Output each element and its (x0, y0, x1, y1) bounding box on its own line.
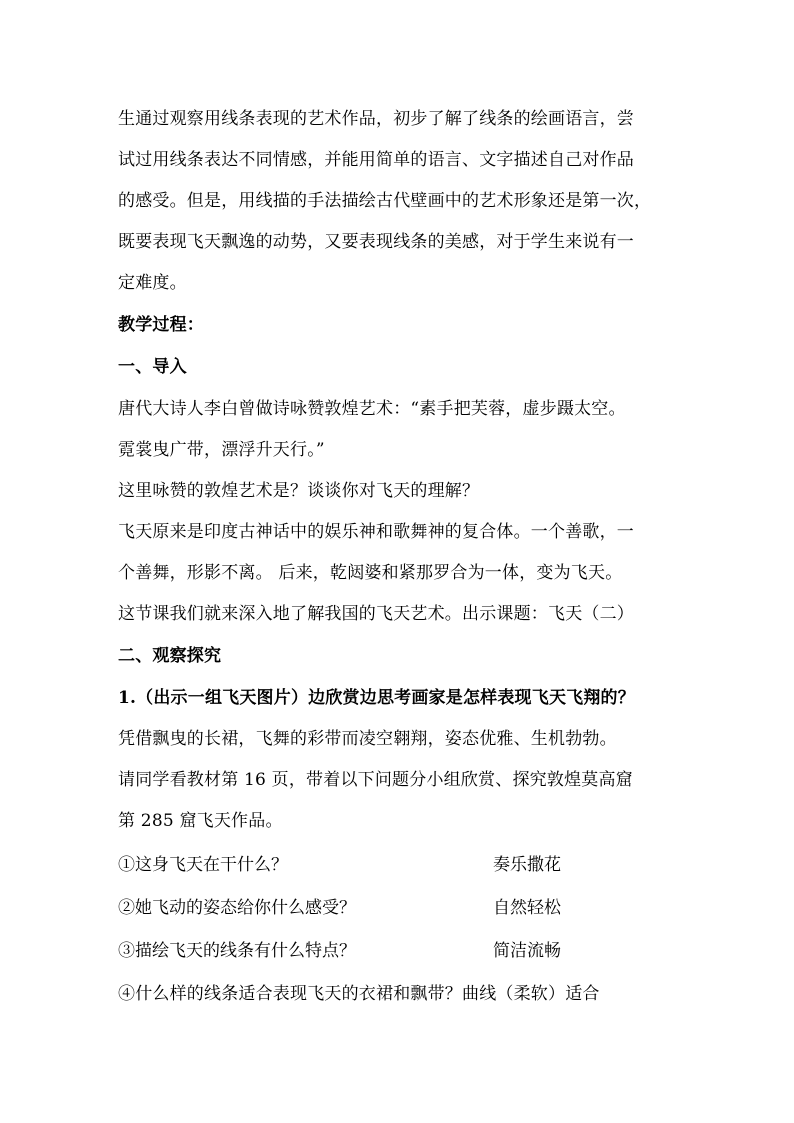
paragraph-line: 唐代大诗人李白曾做诗咏赞敦煌艺术：“素手把芙蓉，虚步蹑太空。 (118, 399, 626, 419)
paragraph-line: 定难度。 (118, 273, 187, 293)
paragraph-line: 这节课我们就来深入地了解我国的飞天艺术。出示课题：飞天（二） (118, 604, 634, 624)
paragraph-line: 试过用线条表达不同情感，并能用简单的语言、文字描述自己对作品 (118, 150, 634, 170)
paragraph-line: 生通过观察用线条表现的艺术作品，初步了解了线条的绘画语言，尝 (118, 109, 634, 129)
paragraph-line: 既要表现飞天飘逸的动势，又要表现线条的美感，对于学生来说有一 (118, 232, 634, 252)
paragraph-line: 第 285 窟飞天作品。 (118, 811, 283, 831)
paragraph-line: 的感受。但是，用线描的手法描绘古代壁画中的艺术形象还是第一次， (118, 191, 652, 211)
heading-introduction: 一、导入 (118, 357, 187, 377)
qa-answer: 自然轻松 (493, 898, 561, 918)
paragraph-line: 飞天原来是印度古神话中的娱乐神和歌舞神的复合体。一个善歌，一 (118, 522, 634, 542)
paragraph-line: 这里咏赞的敦煌艺术是？谈谈你对飞天的理解？ (118, 481, 480, 501)
paragraph-line: 霓裳曳广带，漂浮升天行。” (118, 440, 325, 460)
paragraph-line: 个善舞，形影不离。 后来，乾闼婆和紧那罗合为一体，变为飞天。 (118, 563, 623, 583)
observation-question: 1.（出示一组飞天图片）边欣赏边思考画家是怎样表现飞天飞翔的？ (118, 688, 635, 708)
qa-question: ①这身飞天在干什么？ (118, 855, 288, 875)
qa-question: ③描绘飞天的线条有什么特点？ (118, 941, 356, 961)
paragraph-line: ④什么样的线条适合表现飞天的衣裙和飘带？曲线（柔软）适合 (118, 984, 600, 1004)
heading-teaching-process: 教学过程： (118, 315, 204, 335)
heading-observation: 二、观察探究 (118, 646, 222, 666)
qa-question: ②她飞动的姿态给你什么感受？ (118, 898, 356, 918)
paragraph-line: 请同学看教材第 16 页，带着以下问题分小组欣赏、探究敦煌莫高窟 (118, 770, 633, 790)
paragraph-line: 凭借飘曳的长裙，飞舞的彩带而凌空翱翔，姿态优雅、生机勃勃。 (118, 729, 617, 749)
qa-answer: 奏乐撒花 (493, 855, 561, 875)
qa-answer: 简洁流畅 (493, 941, 561, 961)
